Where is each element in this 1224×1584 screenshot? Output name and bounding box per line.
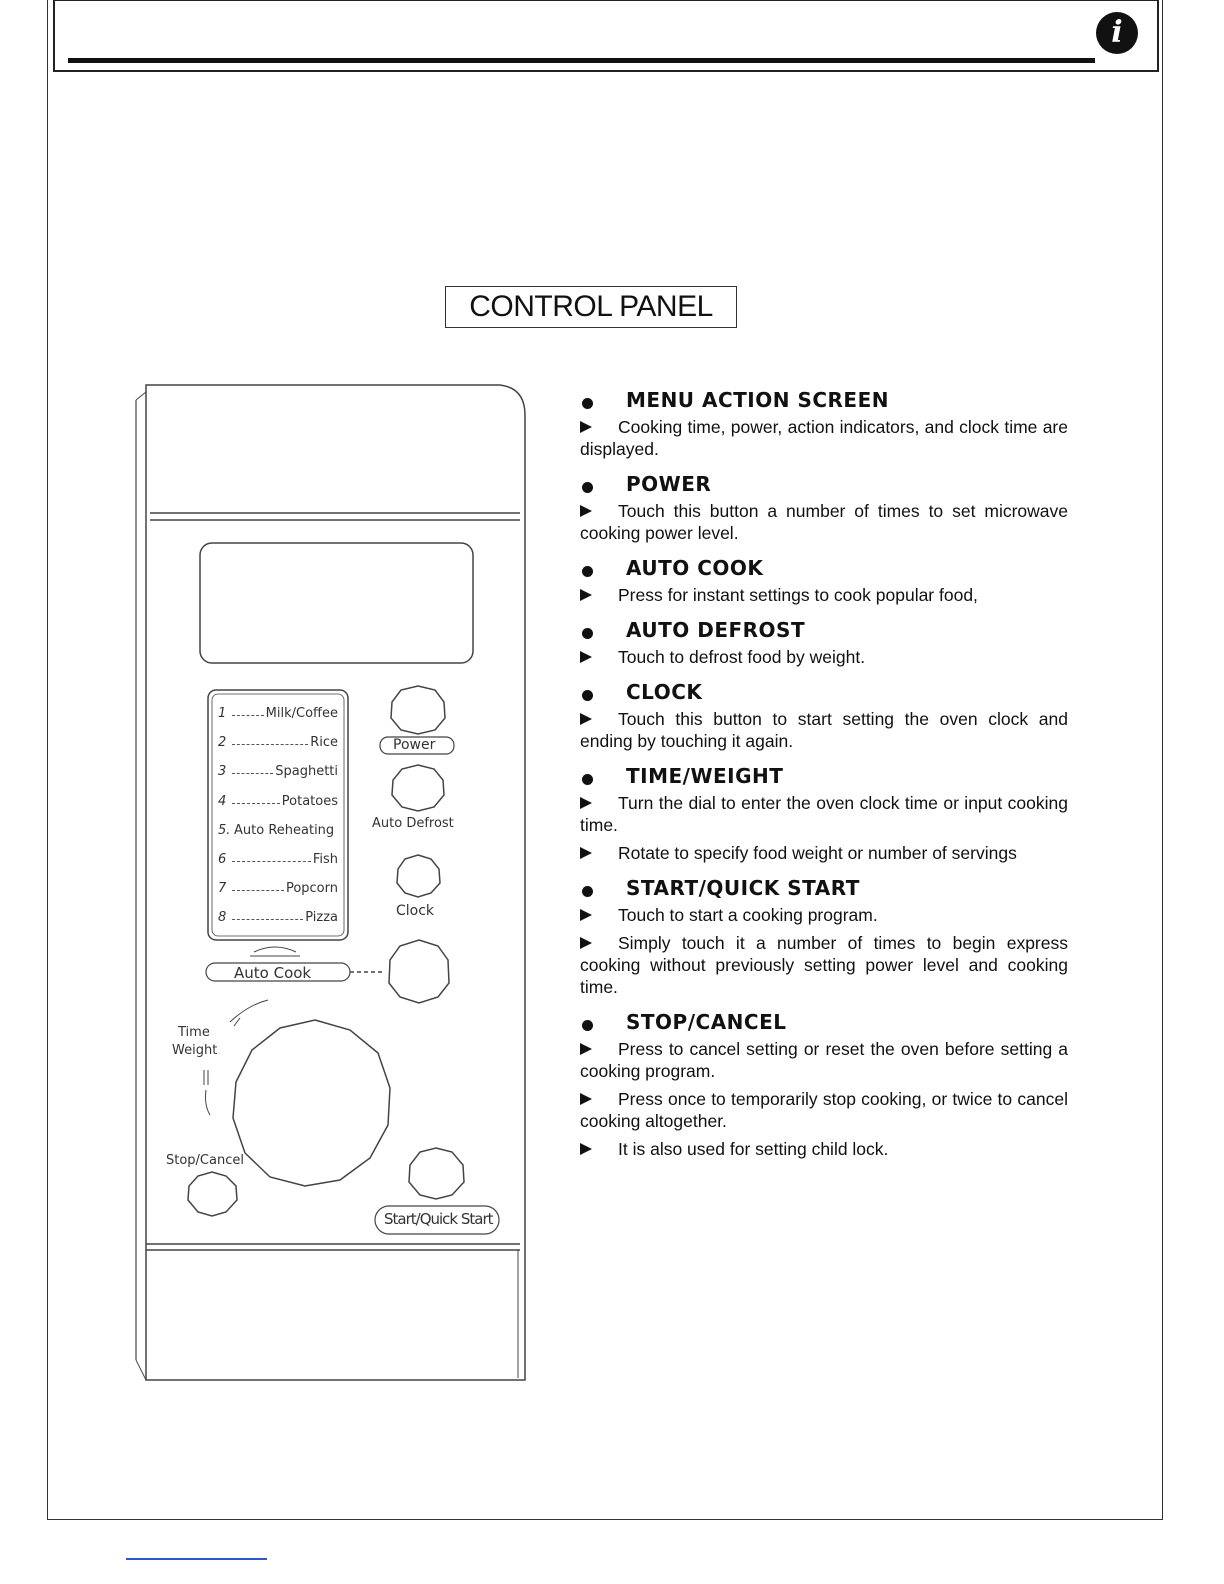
triangle-bullet-icon [580,505,592,517]
menu-entry-8: 8 Pizza [218,910,338,925]
triangle-bullet-icon [580,421,592,433]
menu-entry-2: 2 Rice [218,735,338,750]
triangle-bullet-icon [580,713,592,725]
menu-entry-4: 4 Potatoes [218,794,338,809]
item-text: Press once to temporarily stop cooking, or twice to cancel cooking altogether. [580,1089,1068,1131]
item-title: START/QUICK START [626,876,860,900]
menu-entry-7: 7 Popcorn [218,881,338,896]
item-text: Cooking time, power, action indicators, and clock time are displayed. [580,417,1068,459]
triangle-bullet-icon [580,847,592,859]
menu-entry-3: 3 Spaghetti [218,764,338,779]
triangle-bullet-icon [580,797,592,809]
page-title: CONTROL PANEL [445,286,737,328]
triangle-bullet-icon [580,1093,592,1105]
power-button-label: Power [393,737,436,753]
triangle-bullet-icon [580,937,592,949]
item-menu-action-screen [580,386,1068,460]
item-text: It is also used for setting child lock. [580,1138,1068,1160]
item-title: TIME/WEIGHT [626,764,784,788]
item-title: AUTO COOK [626,556,764,580]
item-clock [580,678,1068,752]
auto-defrost-label: Auto Defrost [372,816,454,831]
auto-cook-label: Auto Cook [234,964,312,982]
item-text: Turn the dial to enter the oven clock time or input cooking time. [580,793,1068,835]
info-icon: i [1096,12,1138,54]
item-text: Press to cancel setting or reset the oven before setting a cooking program. [580,1039,1068,1081]
bullet-icon [582,398,593,409]
triangle-bullet-icon [580,909,592,921]
clock-label: Clock [396,903,435,919]
item-auto-defrost [580,616,1068,668]
item-text: Touch this button a number of times to set microwave cooking power level. [580,501,1068,543]
triangle-bullet-icon [580,589,592,601]
bullet-icon [582,628,593,639]
item-stop-cancel [580,1008,1068,1160]
bullet-icon [582,690,593,701]
item-title: MENU ACTION SCREEN [626,388,889,412]
bullet-icon [582,566,593,577]
item-title: STOP/CANCEL [626,1010,787,1034]
item-text: Touch to start a cooking program. [580,904,1068,926]
start-quick-start-label: Start/Quick Start [384,1210,493,1228]
triangle-bullet-icon [580,651,592,663]
triangle-bullet-icon [580,1143,592,1155]
item-text: Simply touch it a number of times to begin express cooking without previously setting power level and cooking time. [580,933,1068,997]
item-text: Rotate to specify food weight or number of servings [580,842,1068,864]
menu-entry-5: 5. Auto Reheating [218,823,335,838]
triangle-bullet-icon [580,1043,592,1055]
item-auto-cook [580,554,1068,606]
item-time-weight [580,762,1068,864]
item-start-quick-start [580,874,1068,998]
bullet-icon [582,1020,593,1031]
item-title: AUTO DEFROST [626,618,806,642]
item-power [580,470,1068,544]
item-text: Touch to defrost food by weight. [580,646,1068,668]
item-title: CLOCK [626,680,703,704]
menu-entry-6: 6 Fish [218,852,338,867]
menu-entry-1: 1 Milk/Coffee [218,706,338,721]
footer-link-underline [126,1558,267,1560]
control-descriptions [580,386,1068,1170]
weight-label: Weight [172,1043,218,1058]
time-label: Time [178,1025,210,1040]
header-rule [68,58,1095,63]
item-title: POWER [626,472,712,496]
stop-cancel-label: Stop/Cancel [166,1153,244,1168]
item-text: Press for instant settings to cook popular food, [580,584,1068,606]
item-text: Touch this button to start setting the oven clock and ending by touching it again. [580,709,1068,751]
bullet-icon [582,886,593,897]
bullet-icon [582,774,593,785]
bullet-icon [582,482,593,493]
